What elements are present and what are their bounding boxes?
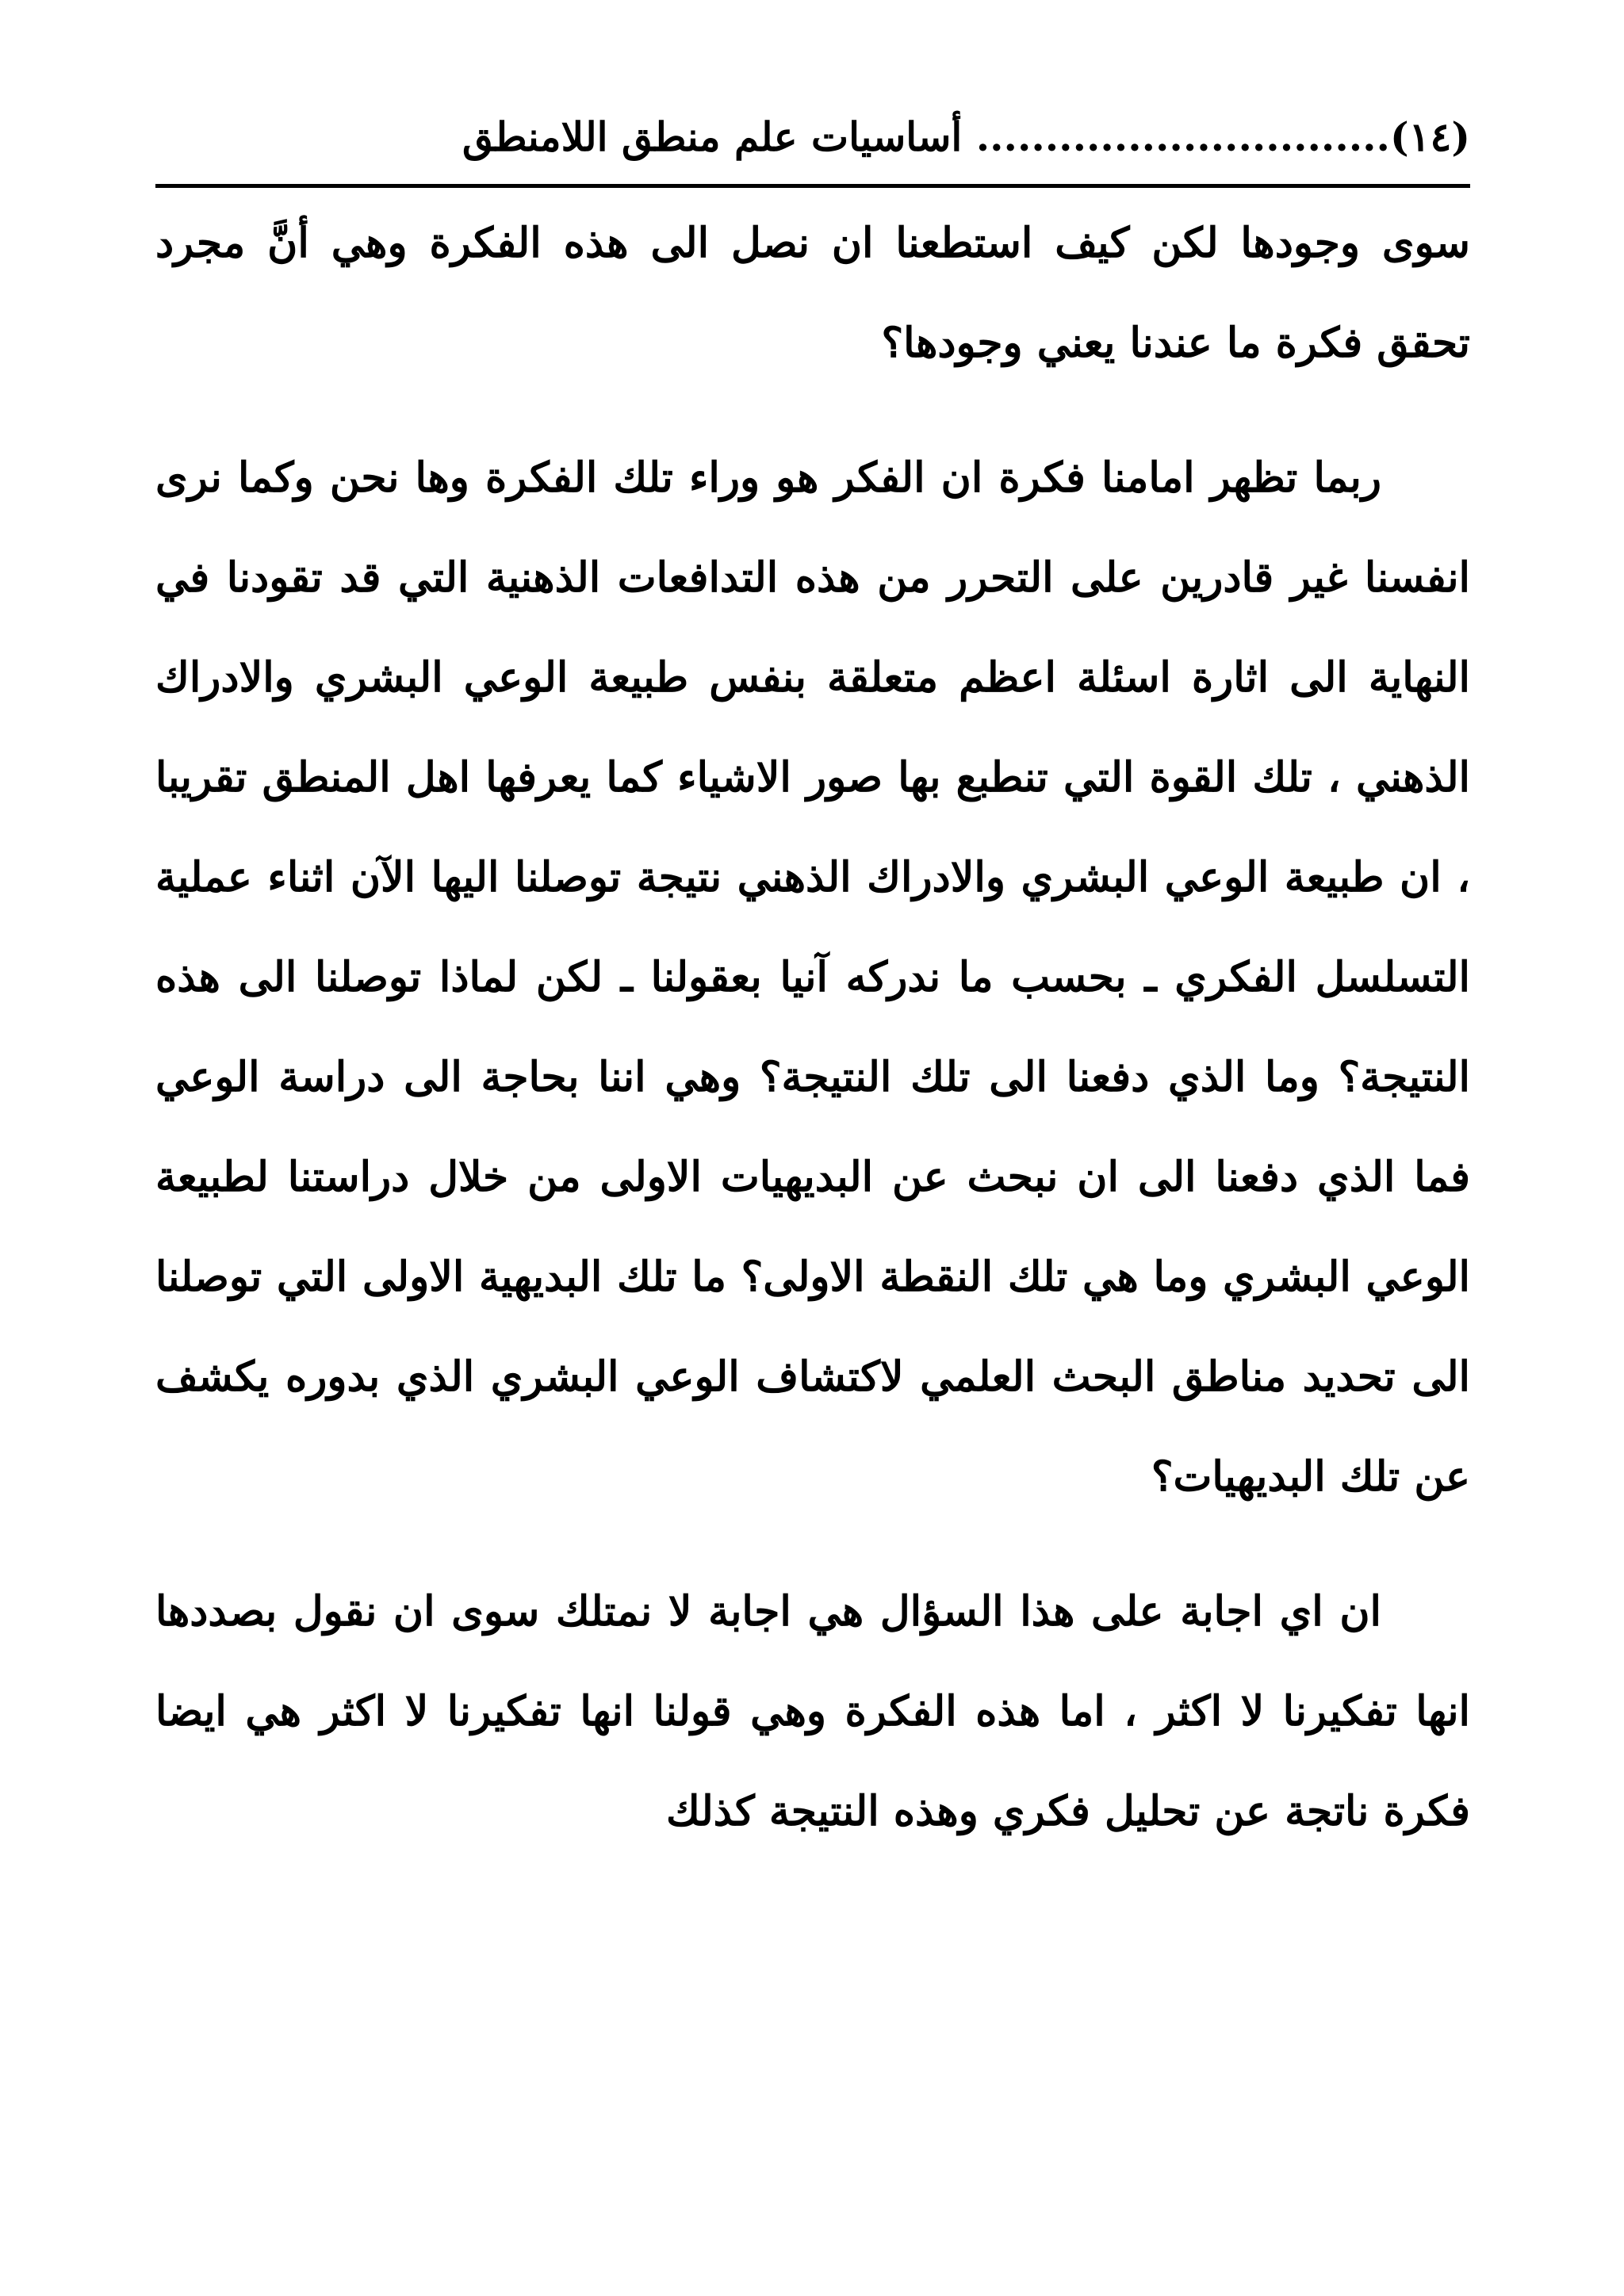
paragraph: ان اي اجابة على هذا السؤال هي اجابة لا نمتلك سوى ان نقول بصددها انها تفكيرنا لا اكثر ، اما هذه الفكرة وهي قولنا انها تفكيرنا لا اكثر هي ايضا فكرة ناتجة عن تحليل فكري وهذه النتيجة كذلك: [155, 1587, 1470, 1835]
header-rule: [155, 184, 1470, 188]
running-header: [155, 94, 1470, 181]
running-header-text: (١٤).............................. أساسيات علم منطق اللامنطق: [462, 113, 1470, 160]
body-text: [155, 193, 1470, 1862]
paragraph-continuation: سوى وجودها لكن كيف استطعنا ان نصل الى هذه الفكرة وهي أنَّ مجرد تحقق فكرة ما عندنا يعني وجودها؟: [155, 219, 1470, 367]
paragraph: ربما تظهر امامنا فكرة ان الفكر هو وراء تلك الفكرة وها نحن وكما نرى انفسنا غير قادرين على التحرر من هذه التدافعات الذهنية التي قد تقودنا في النهاية الى اثارة اسئلة اعظم متعلقة بنفس طبيعة الوعي البشري والادراك الذهني ، تلك القوة التي تنطبع بها صور الاشياء كما يعرفها اهل المنطق تقريبا ، ان طبيعة الوعي البشري والادراك الذهني نتيجة توصلنا اليها الآن اثناء عملية التسلسل الفكري ـ بحسب ما ندركه آنيا بعقولنا ـ لكن لماذا توصلنا الى هذه النتيجة؟ وما الذي دفعنا الى تلك النتيجة؟ وهي اننا بحاجة الى دراسة الوعي فما الذي دفعنا الى ان نبحث عن البديهيات الاولى من خلال دراستنا لطبيعة الوعي البشري وما هي تلك النقطة الاولى؟ ما تلك البديهية الاولى التي توصلنا الى تحديد مناطق البحث العلمي لاكتشاف الوعي البشري الذي بدوره يكشف عن تلك البديهيات؟: [155, 453, 1470, 1501]
